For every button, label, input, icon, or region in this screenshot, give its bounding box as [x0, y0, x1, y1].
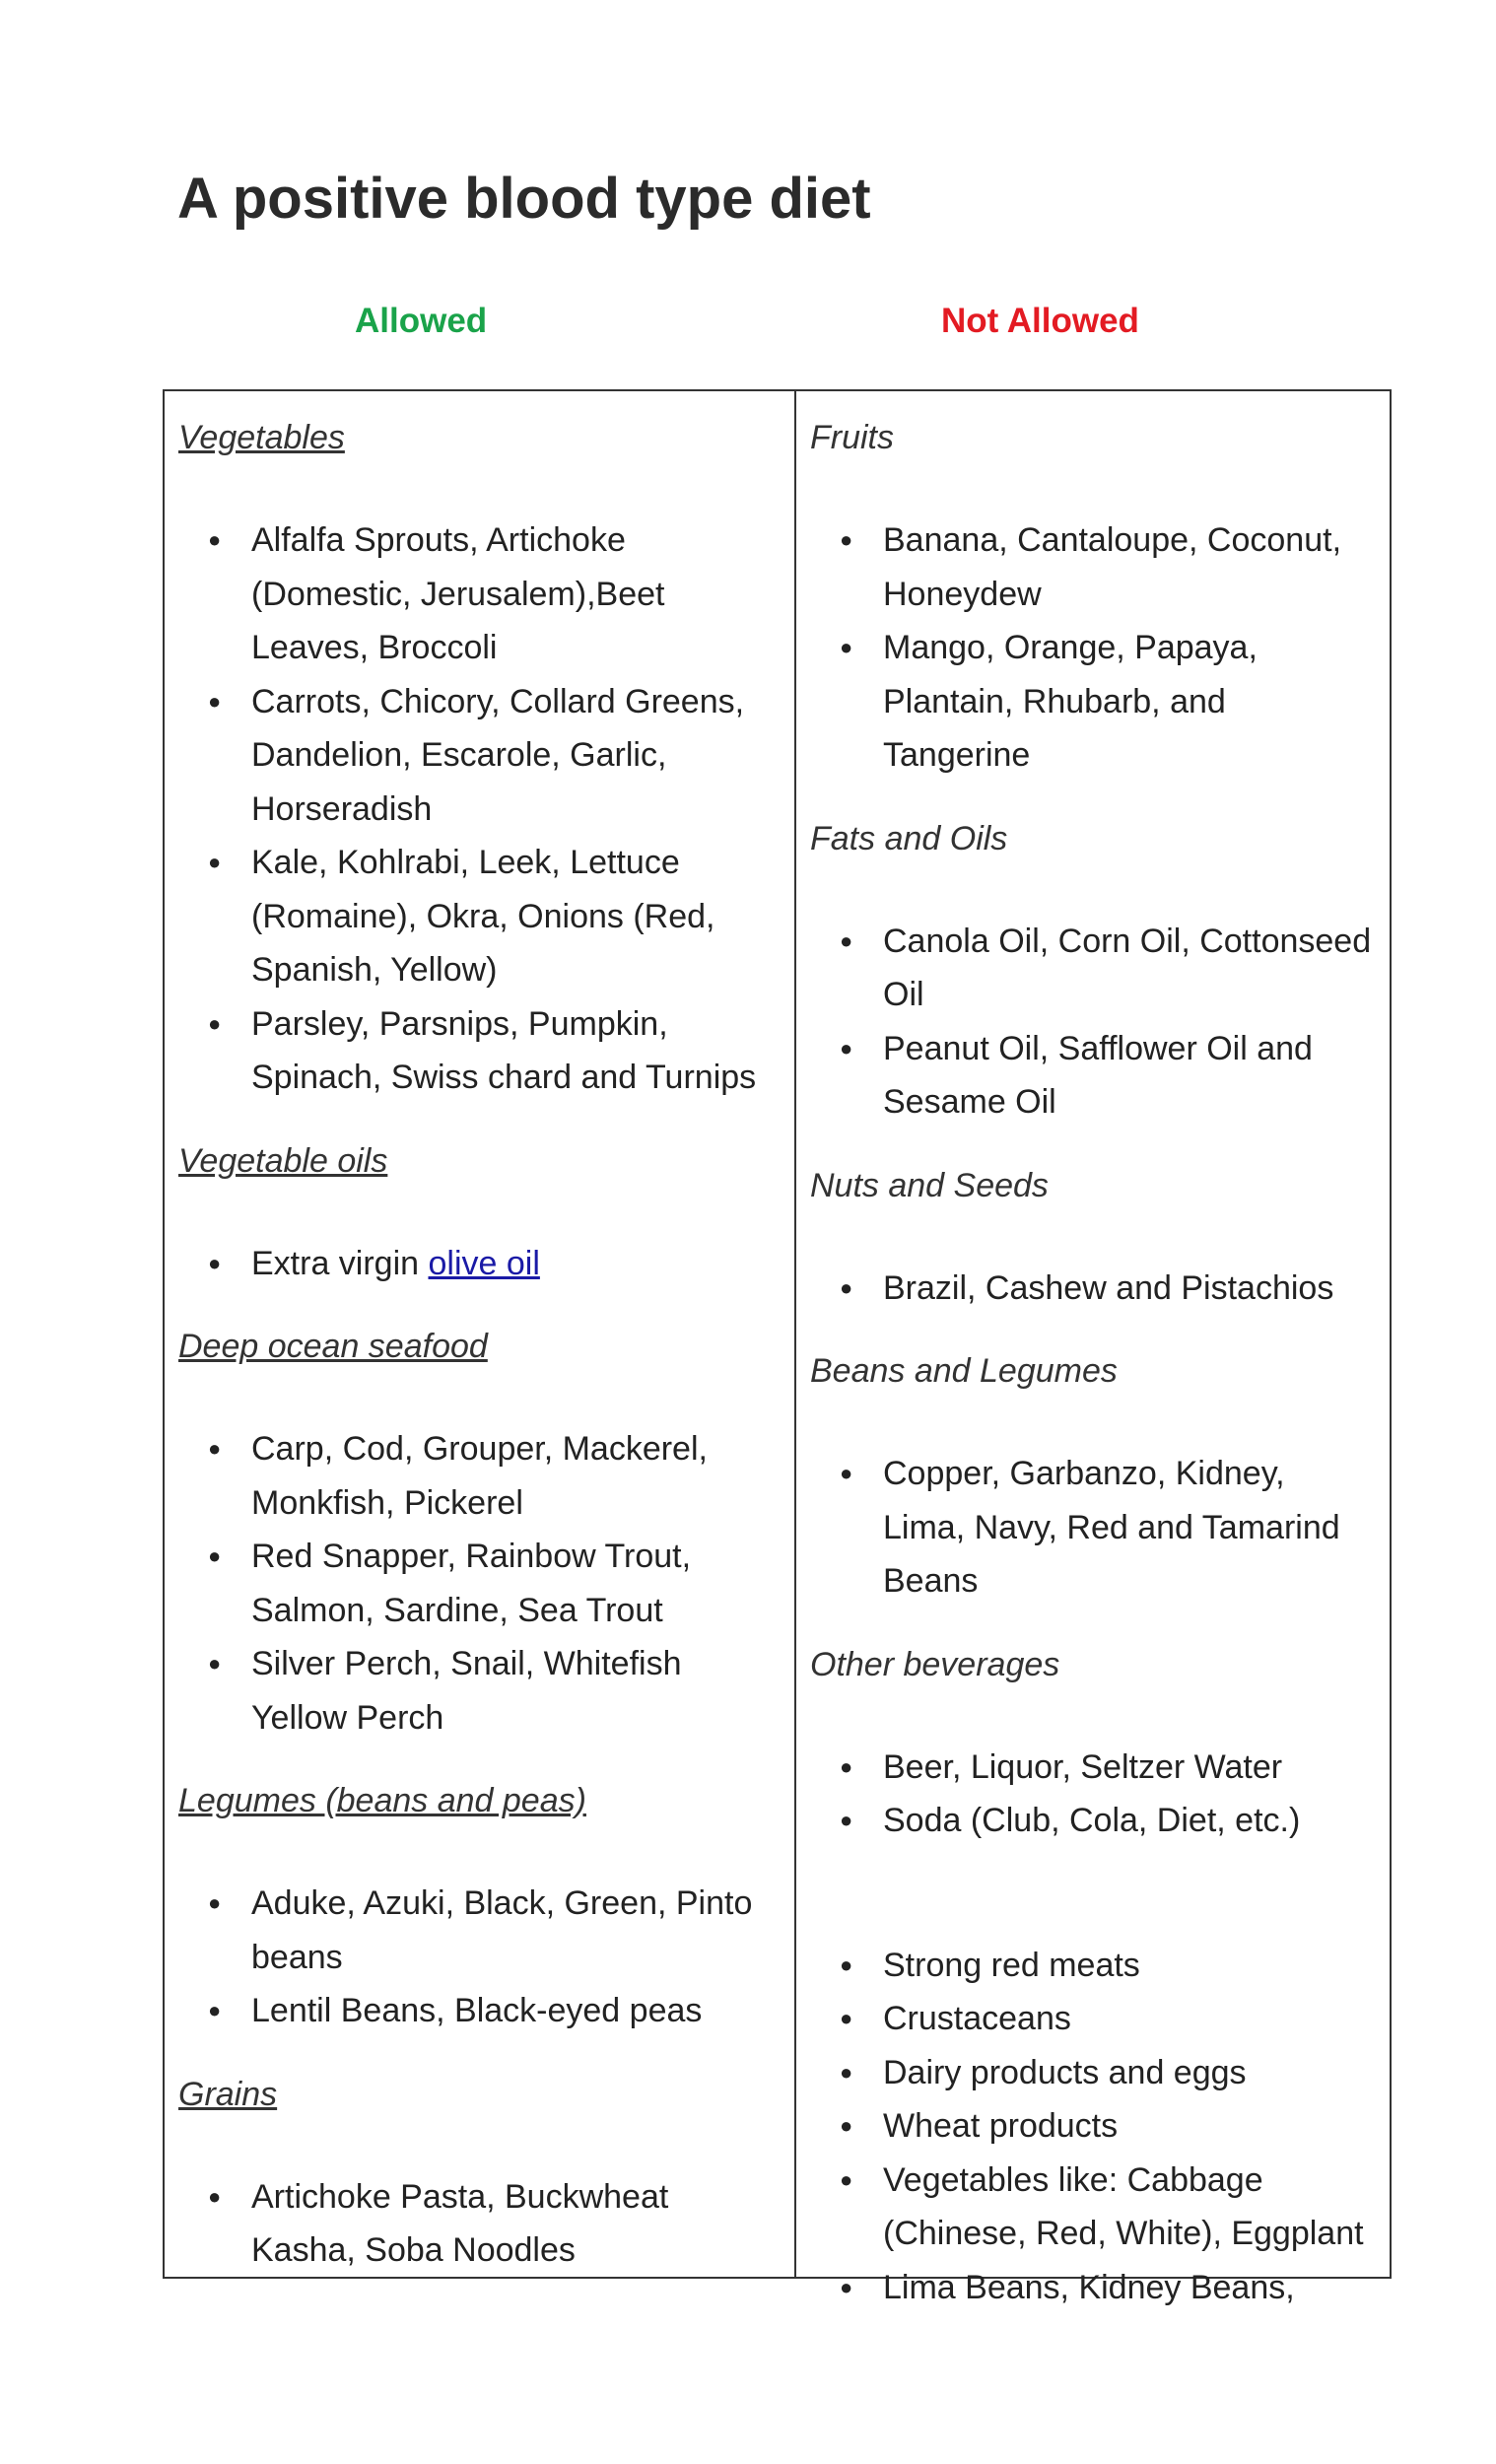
- list-item: [178, 997, 781, 1105]
- seafood-list: [178, 1422, 781, 1745]
- bullet-icon: ●: [208, 527, 222, 552]
- list-item: [178, 513, 781, 675]
- bullet-icon: ●: [840, 1461, 853, 1485]
- category-title-nuts-and-seeds: Nuts and Seeds: [810, 1166, 1049, 1204]
- bullet-icon: ●: [208, 850, 222, 874]
- category-title-vegetable-oils: Vegetable oils: [178, 1141, 388, 1180]
- list-item: [810, 513, 1376, 621]
- list-item: [810, 621, 1376, 783]
- other-not-allowed-list: [810, 1939, 1376, 2315]
- list-item: [810, 2099, 1376, 2154]
- not-allowed-column: [796, 391, 1390, 2306]
- list-item-text: Copper, Garbanzo, Kidney, Lima, Navy, Red and Tamarind Beans: [883, 1455, 1340, 1600]
- list-item-text: Carp, Cod, Grouper, Mackerel, Monkfish, Pickerel: [251, 1430, 708, 1522]
- list-item: [178, 1637, 781, 1745]
- bullet-icon: ●: [208, 2183, 222, 2209]
- bullet-icon: ●: [840, 2113, 853, 2138]
- beans-list: [810, 1447, 1376, 1608]
- bullet-icon: ●: [208, 1890, 222, 1915]
- list-item: [810, 1794, 1376, 1848]
- bullet-icon: ●: [208, 1998, 222, 2022]
- bullet-icon: ●: [208, 688, 222, 714]
- category-title-grains: Grains: [178, 2075, 278, 2113]
- page-title: A positive blood type diet: [177, 167, 871, 231]
- list-item: [810, 2046, 1376, 2100]
- legumes-list: [178, 1877, 781, 2038]
- list-item-text: Soda (Club, Cola, Diet, etc.): [883, 1802, 1301, 1839]
- list-item: [810, 1741, 1376, 1795]
- bullet-icon: ●: [840, 635, 853, 659]
- list-item: [178, 2170, 781, 2278]
- list-item: [178, 1422, 781, 1530]
- section-spacer: [810, 1878, 1376, 1939]
- olive-oil-link[interactable]: olive oil: [428, 1244, 540, 1282]
- list-item: [178, 836, 781, 997]
- list-item-text: Strong red meats: [883, 1946, 1140, 1984]
- grains-list: [178, 2170, 781, 2278]
- bullet-icon: ●: [840, 2059, 853, 2085]
- vegetables-list: [178, 513, 781, 1105]
- list-item: [810, 2154, 1376, 2261]
- list-item-text: Alfalfa Sprouts, Artichoke (Domestic, Jerusalem),Beet Leaves, Broccoli: [251, 521, 665, 666]
- fats-list: [810, 915, 1376, 1129]
- list-item-text: Lima Beans, Kidney Beans,: [883, 2268, 1295, 2306]
- list-item: [178, 675, 781, 837]
- bullet-icon: ●: [840, 2166, 853, 2192]
- list-item-text: Red Snapper, Rainbow Trout, Salmon, Sardine, Sea Trout: [251, 1538, 692, 1629]
- category-title-fats-and-oils: Fats and Oils: [810, 819, 1008, 857]
- bullet-icon: ●: [208, 1010, 222, 1036]
- category-title-other-beverages: Other beverages: [810, 1645, 1060, 1683]
- list-item-text: Dairy products and eggs: [883, 2053, 1247, 2091]
- bullet-icon: ●: [840, 2006, 853, 2030]
- list-item: [178, 1984, 781, 2038]
- list-item-text: Aduke, Azuki, Black, Green, Pinto beans: [251, 1884, 753, 1976]
- list-item-text: Mango, Orange, Papaya, Plantain, Rhubarb, and Tangerine: [883, 629, 1258, 774]
- bullet-icon: ●: [208, 1543, 222, 1568]
- category-title-fruits: Fruits: [810, 419, 894, 456]
- list-item-text: Carrots, Chicory, Collard Greens, Dandelion, Escarole, Garlic, Horseradish: [251, 682, 745, 828]
- list-item: [810, 1992, 1376, 2046]
- list-item: [810, 1447, 1376, 1608]
- bullet-icon: ●: [208, 1250, 222, 1275]
- allowed-column: [165, 391, 796, 2277]
- bullet-icon: ●: [208, 1436, 222, 1461]
- list-item-text: Beer, Liquor, Seltzer Water: [883, 1747, 1283, 1786]
- list-item-text: Crustaceans: [883, 2000, 1071, 2037]
- list-item-text: Wheat products: [883, 2107, 1119, 2145]
- list-item-text: Artichoke Pasta, Buckwheat Kasha, Soba Noodles: [251, 2177, 669, 2269]
- bullet-icon: ●: [840, 1035, 853, 1061]
- list-item-text: Peanut Oil, Safflower Oil and Sesame Oil: [883, 1029, 1313, 1121]
- list-item-text: Brazil, Cashew and Pistachios: [883, 1268, 1334, 1307]
- list-item: [810, 1939, 1376, 1993]
- list-item: [178, 1237, 781, 1291]
- list-item: [810, 1022, 1376, 1129]
- fruits-list: [810, 513, 1376, 783]
- allowed-column-heading: Allowed: [355, 302, 488, 340]
- list-item-text: Banana, Cantaloupe, Coconut, Honeydew: [883, 521, 1342, 613]
- list-item: [178, 1877, 781, 1984]
- list-item: [810, 1262, 1376, 1316]
- category-title-legumes: Legumes (beans and peas): [178, 1782, 586, 1819]
- list-item-text: Parsley, Parsnips, Pumpkin, Spinach, Swiss chard and Turnips: [251, 1004, 757, 1096]
- bullet-icon: ●: [840, 1274, 853, 1300]
- list-item-text: Silver Perch, Snail, Whitefish Yellow Perch: [251, 1645, 682, 1737]
- bullet-icon: ●: [840, 1808, 853, 1832]
- bullet-icon: ●: [840, 1951, 853, 1977]
- list-item-text: Lentil Beans, Black-eyed peas: [251, 1992, 703, 2029]
- category-title-deep-ocean-seafood: Deep ocean seafood: [178, 1328, 488, 1365]
- list-item-text: Extra virgin: [251, 1244, 429, 1282]
- bullet-icon: ●: [840, 2274, 853, 2299]
- bullet-icon: ●: [840, 527, 853, 552]
- beverages-list: [810, 1741, 1376, 1848]
- list-item-text: Canola Oil, Corn Oil, Cottonseed Oil: [883, 922, 1372, 1013]
- bullet-icon: ●: [840, 1753, 853, 1779]
- nuts-list: [810, 1262, 1376, 1316]
- list-item: [810, 2261, 1376, 2315]
- category-title-beans-and-legumes: Beans and Legumes: [810, 1352, 1118, 1390]
- list-item-text: Vegetables like: Cabbage (Chinese, Red, White), Eggplant: [883, 2160, 1364, 2252]
- vegetable-oils-list: [178, 1237, 781, 1291]
- list-item-text: Kale, Kohlrabi, Leek, Lettuce (Romaine), Okra, Onions (Red, Spanish, Yellow): [251, 844, 715, 989]
- category-title-vegetables: Vegetables: [178, 419, 345, 456]
- bullet-icon: ●: [840, 927, 853, 953]
- bullet-icon: ●: [208, 1651, 222, 1676]
- list-item: [178, 1530, 781, 1637]
- diet-table: [163, 389, 1392, 2306]
- not-allowed-column-heading: Not Allowed: [941, 302, 1139, 340]
- list-item: [810, 915, 1376, 1022]
